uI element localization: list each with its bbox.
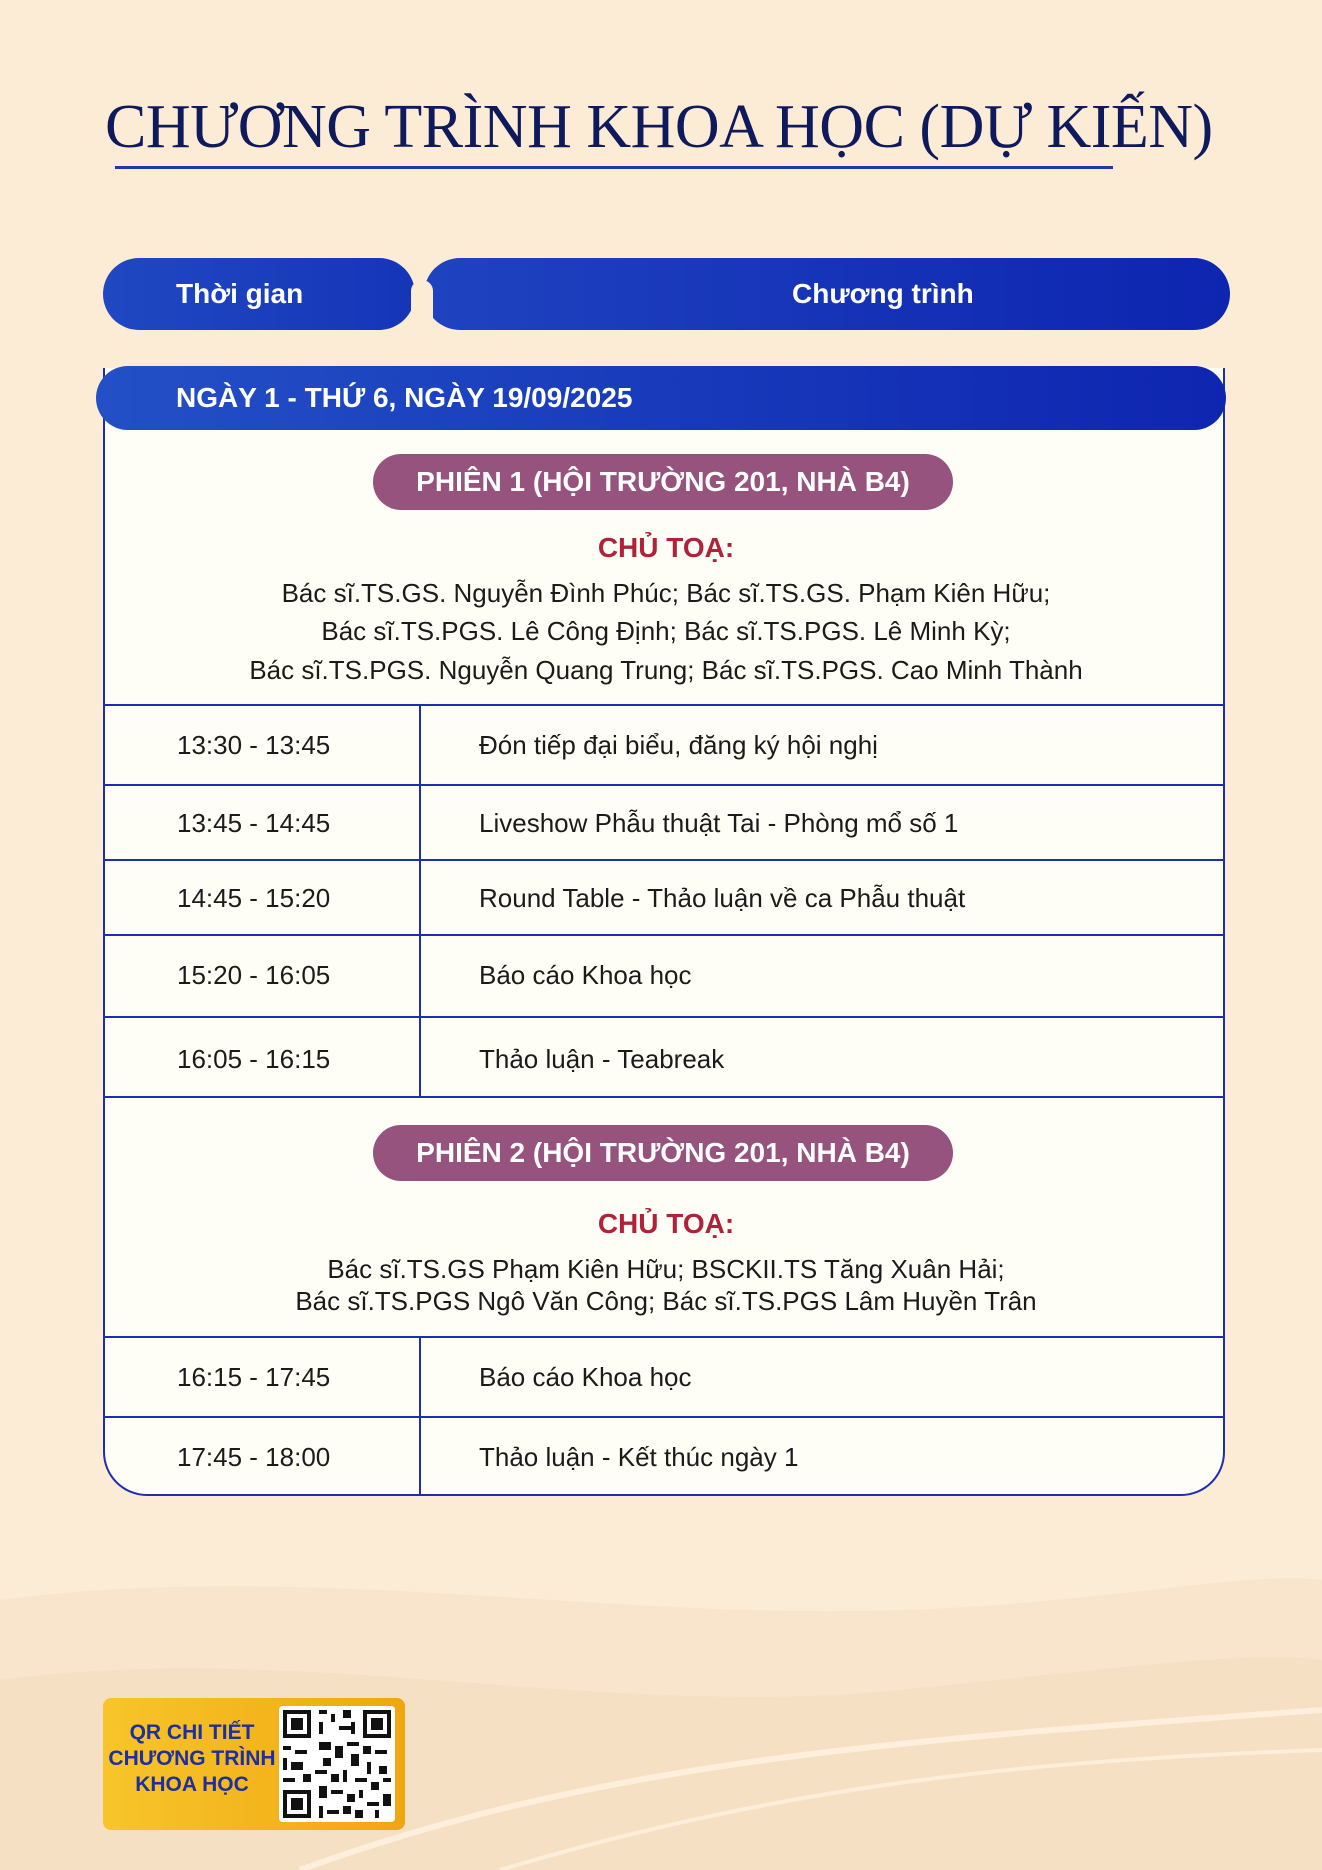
schedule-row (105, 934, 1225, 1016)
schedule-row (105, 704, 1225, 784)
session-2-chair-line: Bác sĩ.TS.PGS Ngô Văn Công; Bác sĩ.TS.PGS Lâm Huyền Trân (295, 1286, 1037, 1316)
row-time: 16:05 - 16:15 (177, 1044, 331, 1074)
qr-program-box[interactable] (103, 1698, 405, 1830)
row-time: 13:45 - 14:45 (177, 808, 331, 838)
schedule-card (103, 368, 1225, 1496)
row-time: 15:20 - 16:05 (177, 960, 331, 990)
session-2-title: PHIÊN 2 (HỘI TRƯỜNG 201, NHÀ B4) (373, 1125, 953, 1181)
row-description: Thảo luận - Kết thúc ngày 1 (479, 1442, 799, 1472)
column-divider (419, 786, 421, 859)
column-divider (419, 936, 421, 1016)
session-2-chair-label: CHỦ TOẠ: (597, 1208, 735, 1239)
row-time: 17:45 - 18:00 (177, 1442, 331, 1472)
header-divider-notch (411, 280, 433, 332)
day-header: NGÀY 1 - THỨ 6, NGÀY 19/09/2025 (96, 366, 1226, 430)
row-description: Báo cáo Khoa học (479, 960, 692, 990)
session-2-chair-line: Bác sĩ.TS.GS Phạm Kiên Hữu; BSCKII.TS Tăng Xuân Hải; (327, 1254, 1005, 1284)
schedule-row (105, 1016, 1225, 1098)
row-description: Thảo luận - Teabreak (479, 1044, 725, 1074)
row-description: Round Table - Thảo luận về ca Phẫu thuật (479, 883, 966, 913)
row-time: 14:45 - 15:20 (177, 883, 331, 913)
title-underline (115, 166, 1113, 169)
schedule-row (105, 1416, 1225, 1496)
column-header-time: Thời gian (103, 258, 415, 330)
column-divider (419, 861, 421, 934)
column-header-program: Chương trình (424, 258, 1230, 330)
schedule-row (105, 784, 1225, 859)
qr-label-line: QR CHI TIẾT (129, 1721, 255, 1744)
session-1-chair-line: Bác sĩ.TS.PGS. Nguyễn Quang Trung; Bác sĩ.TS.PGS. Cao Minh Thành (249, 655, 1083, 685)
page-title: CHƯƠNG TRÌNH KHOA HỌC (DỰ KIẾN) (105, 93, 1213, 161)
qr-code-icon[interactable] (279, 1706, 395, 1822)
qr-label (107, 1720, 277, 1798)
session-1-chair-line: Bác sĩ.TS.PGS. Lê Công Định; Bác sĩ.TS.PGS. Lê Minh Kỳ; (321, 616, 1011, 646)
row-time: 16:15 - 17:45 (177, 1362, 331, 1392)
row-description: Báo cáo Khoa học (479, 1362, 692, 1392)
schedule-row (105, 859, 1225, 934)
session-1-chair-label: CHỦ TOẠ: (597, 532, 735, 563)
schedule-row (105, 1336, 1225, 1416)
qr-label-line: CHƯƠNG TRÌNH (108, 1747, 276, 1770)
row-description: Liveshow Phẫu thuật Tai - Phòng mổ số 1 (479, 808, 959, 838)
column-divider (419, 706, 421, 784)
column-divider (419, 1018, 421, 1096)
row-time: 13:30 - 13:45 (177, 730, 331, 760)
column-divider (419, 1418, 421, 1496)
session-1-chair-line: Bác sĩ.TS.GS. Nguyễn Đình Phúc; Bác sĩ.TS.GS. Phạm Kiên Hữu; (281, 578, 1051, 608)
qr-label-line: KHOA HỌC (135, 1773, 249, 1796)
session-1-title: PHIÊN 1 (HỘI TRƯỜNG 201, NHÀ B4) (373, 454, 953, 510)
row-description: Đón tiếp đại biểu, đăng ký hội nghị (479, 730, 878, 760)
column-divider (419, 1338, 421, 1416)
